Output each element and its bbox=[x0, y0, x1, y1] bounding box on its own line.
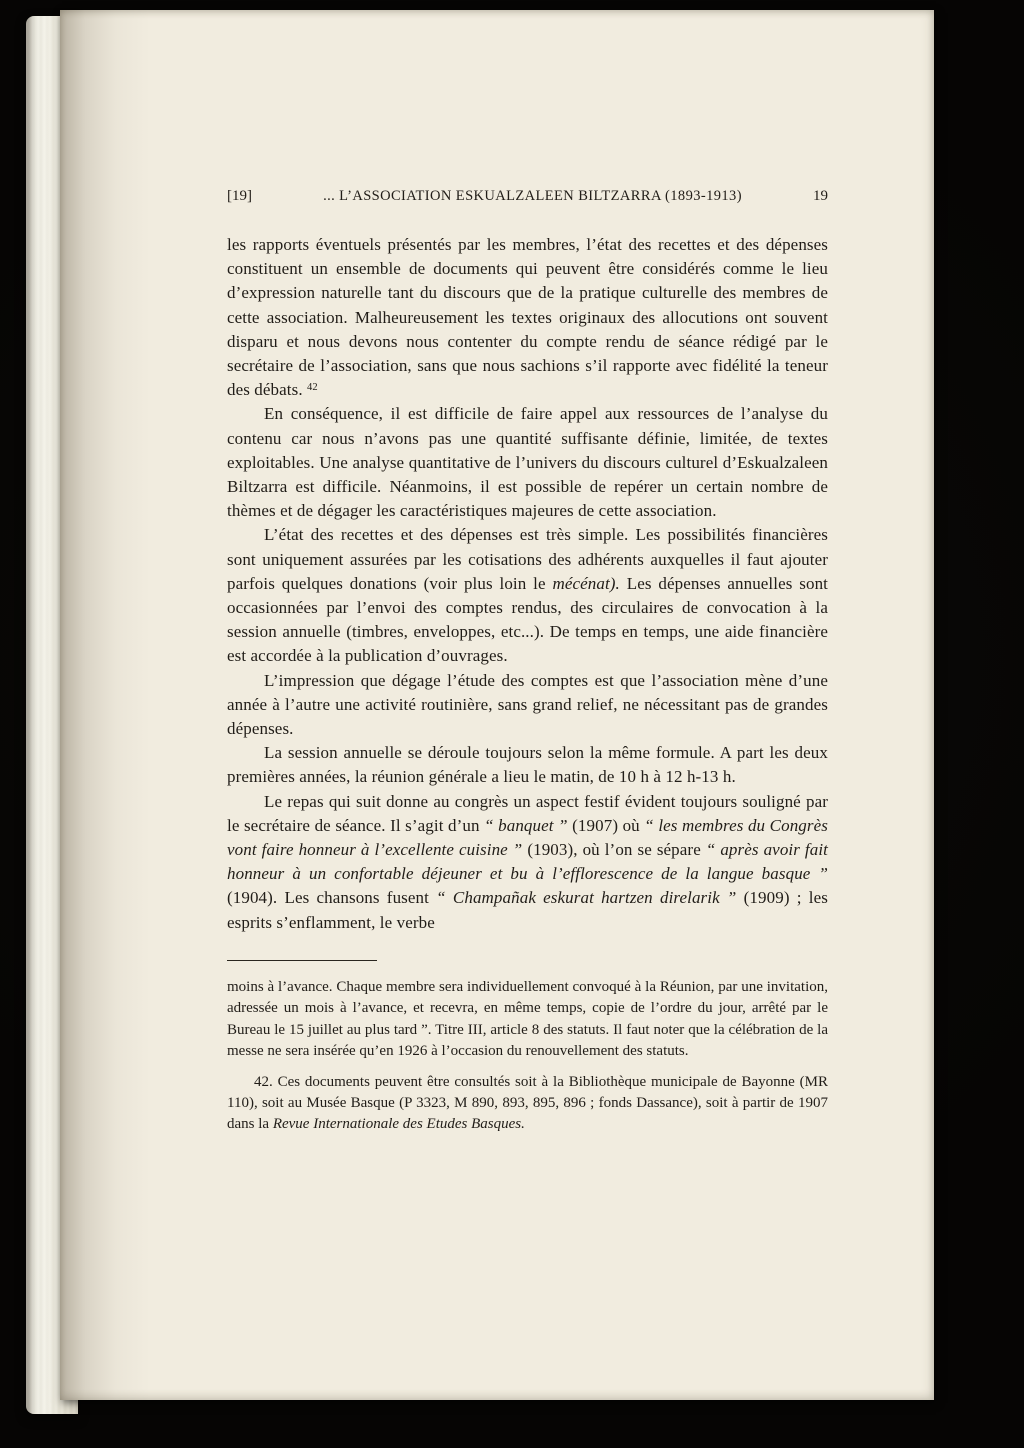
running-title: ... L’ASSOCIATION ESKUALZALEEN BILTZARRA (1893-1913) bbox=[323, 188, 742, 204]
page-content bbox=[227, 188, 828, 1136]
page-number: 19 bbox=[813, 188, 828, 204]
body-paragraph: La session annuelle se déroule toujours selon la même formule. A part les deux premières années, la réunion générale a lieu le matin, de 10 h à 12 h-13 h. bbox=[227, 743, 828, 787]
body-paragraph: L’état des recettes et des dépenses est très simple. Les possibilités financières sont uniquement assurées par les cotisations des adhérents auxquelles il faut ajouter parfois quelques donations (voir plus loin le mécénat). Les dépenses annuelles sont occasionnées par l’envoi des comptes rendus, des circulaires de convocation à la session annuelle (timbres, enveloppes, etc...). De temps en temps, une aide financière est accordée à la publication d’ouvrages. bbox=[227, 525, 828, 666]
book-page bbox=[60, 10, 934, 1400]
body-text bbox=[227, 233, 828, 935]
page-header bbox=[227, 188, 828, 205]
footnote-continuation: moins à l’avance. Chaque membre sera individuellement convoqué à la Réunion, par une invitation, adressée un mois à l’avance, et recevra, en même temps, copie de l’ordre du jour, arrêté par le Bureau le 15 juillet au plus tard ”. Titre III, article 8 des statuts. Il faut noter que la célébration de la messe ne sera insérée qu’en 1926 à l’occasion du renouvellement des statuts. bbox=[227, 978, 828, 1060]
body-paragraph: Le repas qui suit donne au congrès un aspect festif évident toujours souligné par le secrétaire de séance. Il s’agit d’un “ banquet ” (1907) où “ les membres du Congrès vont faire honneur à l’excellente cuisine ” (1903), où l’on se sépare “ après avoir fait honneur à un confortable déjeuner et bu à l’efflorescence de la langue basque ” (1904). Les chansons fusent “ Champañak eskurat hartzen direlarik ” (1909) ; les esprits s’enflamment, le verbe bbox=[227, 791, 829, 932]
footnote-42: 42. Ces documents peuvent être consultés soit à la Bibliothèque municipale de Bayonne (MR 110), soit au Musée Basque (P 3323, M 890, 893, 895, 896 ; fonds Dassance), soit à partir de 1907 dans la Revue Internationale des Etudes Basques. bbox=[227, 1073, 828, 1133]
footnote-separator bbox=[227, 960, 377, 961]
body-paragraph: les rapports éventuels présentés par les membres, l’état des recettes et des dépenses constituent un ensemble de documents qui peuvent être considérés comme le lieu d’expression naturelle tant du discours que de la pratique culturelle des membres de cette association. Malheureusement les textes originaux des allocutions ont souvent disparu et nous devons nous contenter du compte rendu de séance rédigé par le secrétaire de l’association, sans que nous sachions s’il rapporte avec fidélité la teneur des débats. $^{42}$ bbox=[227, 235, 828, 400]
margin-reference: [19] bbox=[227, 188, 252, 204]
body-paragraph: En conséquence, il est difficile de faire appel aux ressources de l’analyse du contenu car nous n’avons pas une quantité suffisante définie, limitée, de textes exploitables. Une analyse quantitative de l’univers du discours culturel d’Eskualzaleen Biltzarra est difficile. Néanmoins, il est possible de repérer un certain nombre de thèmes et de dégager les caractéristiques majeures de cette association. bbox=[227, 404, 828, 521]
body-paragraph: L’impression que dégage l’étude des comptes est que l’association mène d’une année à l’autre une activité routinière, sans grand relief, ne nécessitant pas de grandes dépenses. bbox=[227, 670, 828, 739]
footnotes bbox=[227, 977, 828, 1136]
